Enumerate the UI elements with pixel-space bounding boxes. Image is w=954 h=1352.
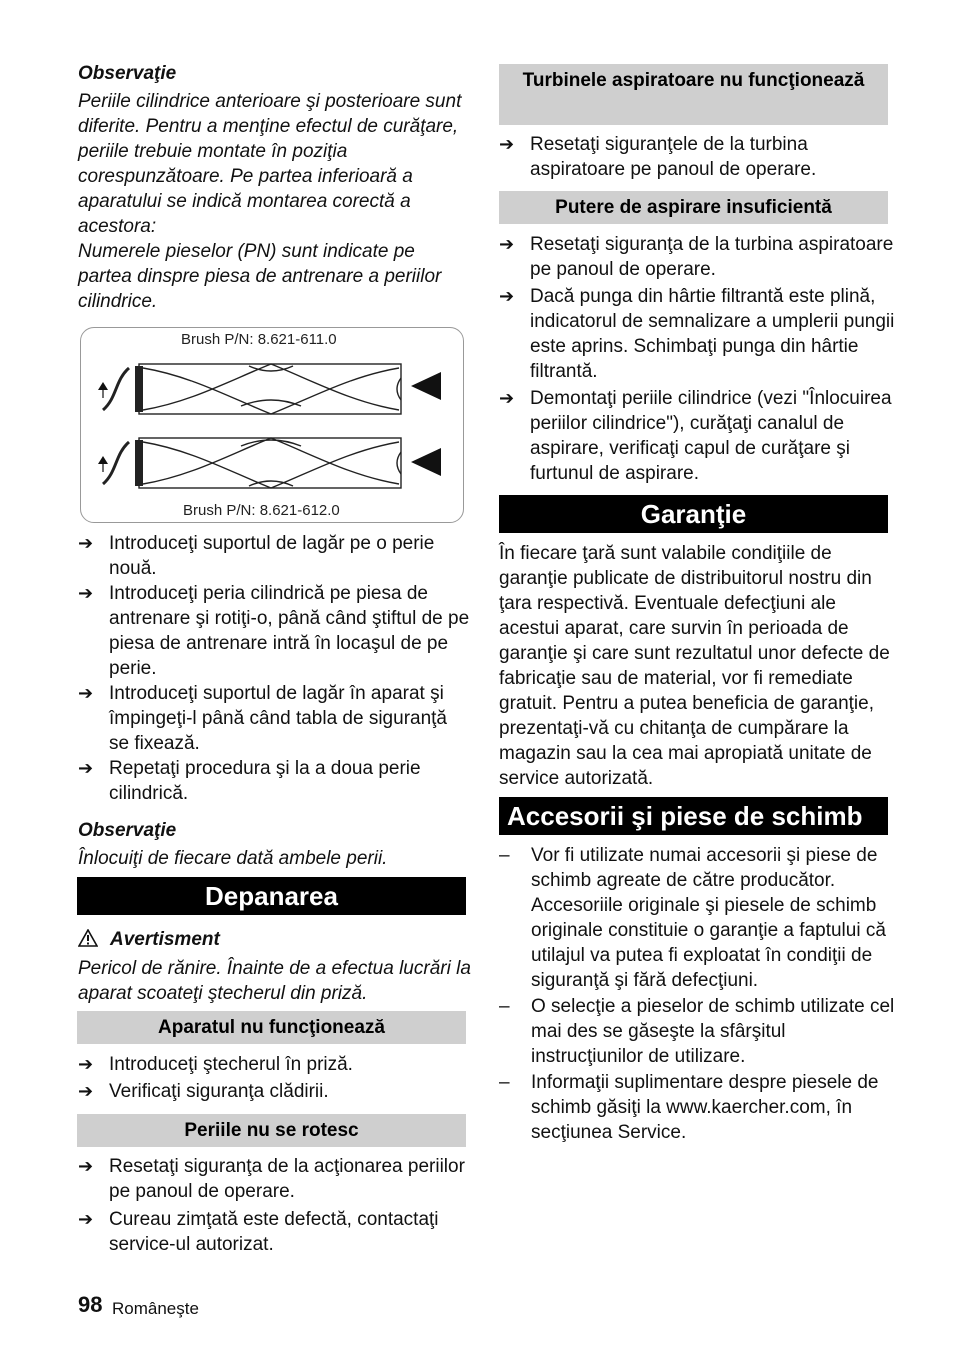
accesorii-list [499,843,895,1146]
list-item [78,1052,470,1077]
arrow-right-icon: ➔ [78,1209,94,1229]
putere-steps [499,232,895,486]
note-text: Înlocuiţi de fiecare dată ambele perii. [78,848,388,869]
step-text: Resetaţi siguranţa de la turbina aspiratoare pe panoul de operare. [530,234,894,280]
step-text: Resetaţi siguranţa de la acţionarea periilor pe panoul de operare. [109,1156,465,1202]
arrow-right-icon: ➔ [499,388,515,408]
brush-label-rear: Brush P/N: 8.621-612.0 [183,502,340,519]
step-text: Repetaţi procedura şi la a doua perie cilindrică. [109,758,421,804]
note-title: Observaţie [78,63,177,84]
page-language: Româneşte [112,1299,199,1318]
list-item [78,681,470,756]
step-text: Introduceţi peria cilindrică pe piesa de antrenare şi rotiţi-o, până când ştiftul de pe piesa de antrenare intră în locaşul de pe perie. [109,583,470,679]
dash-bullet: – [499,845,510,866]
list-item [78,756,470,806]
page-number: 98 [78,1292,103,1317]
list-item [499,994,895,1069]
list-item [499,386,895,486]
install-steps [78,531,470,806]
list-item [499,284,895,384]
brush-label-front: Brush P/N: 8.621-611.0 [181,331,337,348]
list-item [499,1070,895,1145]
list-item [78,1207,470,1257]
arrow-right-icon: ➔ [78,683,94,703]
arrow-right-icon: ➔ [78,1054,94,1074]
subsection-putere: Putere de aspirare insuficientă [499,191,888,224]
arrow-right-icon: ➔ [78,758,94,778]
brush-diagram-svg [81,328,463,522]
section-heading-accesorii: Accesorii şi piese de schimb [499,797,888,835]
subsection-periile: Periile nu se rotesc [77,1114,466,1147]
subsection-aparatul: Aparatul nu funcţionează [77,1011,466,1044]
arrow-right-icon: ➔ [499,286,515,306]
turbinele-steps [499,132,895,182]
arrow-right-icon: ➔ [78,1156,94,1176]
list-item [78,581,470,681]
step-text: Introduceţi suportul de lagăr pe o perie nouă. [109,533,435,579]
arrow-right-icon: ➔ [78,1081,94,1101]
brush-front-direction-icon [411,372,441,400]
list-item [499,843,895,993]
list-item [499,232,895,282]
dash-bullet: – [499,996,510,1017]
list-item [78,531,470,581]
step-text: Verificaţi siguranţa clădirii. [109,1081,329,1102]
step-text: Resetaţi siguranţele de la turbina aspiratoare pe panoul de operare. [530,134,817,180]
note-text: Periile cilindrice anterioare şi posterioare sunt diferite. Pentru a menţine efectul de curăţare, periile trebuie montate în poziţia corespunzătoare. Pe partea inferioară a aparatului se indică montarea corectă a acestora: [78,91,462,237]
warning-icon [78,929,98,947]
note-text-part-numbers: Numerele pieselor (PN) sunt indicate pe partea dinspre piesa de antrenare a periilor cilindrice. [78,241,442,312]
aparatul-steps [78,1052,470,1104]
list-item [499,132,895,182]
subsection-turbinele: Turbinele aspiratoare nu funcţionează [499,64,888,125]
brush-diagram [80,327,464,523]
section-heading-garantie: Garanţie [499,495,888,533]
step-text: Cureau zimţată este defectă, contactaţi service-ul autorizat. [109,1209,439,1255]
arrow-right-icon: ➔ [499,234,515,254]
arrow-right-icon: ➔ [499,134,515,154]
brush-front-shape [103,364,401,414]
warning-text: Pericol de rănire. Înainte de a efectua lucrări la aparat scoateţi ştecherul din priză. [78,958,471,1004]
warning-title: Avertisment [110,929,220,950]
dash-bullet: – [499,1072,510,1093]
section-heading-depanarea: Depanarea [77,877,466,915]
list-item [78,1154,470,1204]
item-text: Vor fi utilizate numai accesorii şi piese de schimb agreate de către producător. Accesoriile originale şi piesele de schimb originale constituie o garanţie a faptului că utilajul va putea fi exploatat în condiţii de siguranţă şi fără defecţiuni. [531,845,886,991]
arrow-right-icon: ➔ [78,533,94,553]
item-text: O selecţie a pieselor de schimb utilizate cel mai des se găseşte la sfârşitul instrucţiunilor de utilizare. [531,996,895,1067]
brush-rear-direction-icon [411,448,441,476]
brush-rear-shape [103,438,401,488]
arrow-right-icon: ➔ [78,583,94,603]
item-text: Informaţii suplimentare despre piesele de schimb găsiţi la www.kaercher.com, în secţiunea Service. [531,1072,879,1143]
step-text: Dacă punga din hârtie filtrantă este plină, indicatorul de semnalizare a umplerii pungii este aprins. Schimbaţi punga din hârtie filtrantă. [530,286,895,382]
garantie-text: În fiecare ţară sunt valabile condiţiile de garanţie publicate de distribuitorul nostru din ţara respectivă. Eventuale defecţiuni ale acestui aparat, care survin în perioada de garanţie şi care sunt rezultatul unor defecte de fabricaţie sau de material, vor fi remediate gratuit. Pentru a putea beneficia de garanţie, prezentaţi-vă cu chitanţa de cumpărare la magazin sau la cea mai apropiată unitate de service autorizată. [499,543,890,789]
step-text: Introduceţi ştecherul în priză. [109,1054,353,1075]
note-title: Observaţie [78,820,177,841]
periile-steps [78,1154,470,1257]
list-item [78,1079,470,1104]
step-text: Demontaţi periile cilindrice (vezi "Înlocuirea periilor cilindrice"), curăţaţi canalul de aspirare, verificaţi capul de curăţare şi furtunul de aspirare. [530,388,892,484]
step-text: Introduceţi suportul de lagăr în aparat şi împingeţi-l până când tabla de siguranţă se fixează. [109,683,448,754]
